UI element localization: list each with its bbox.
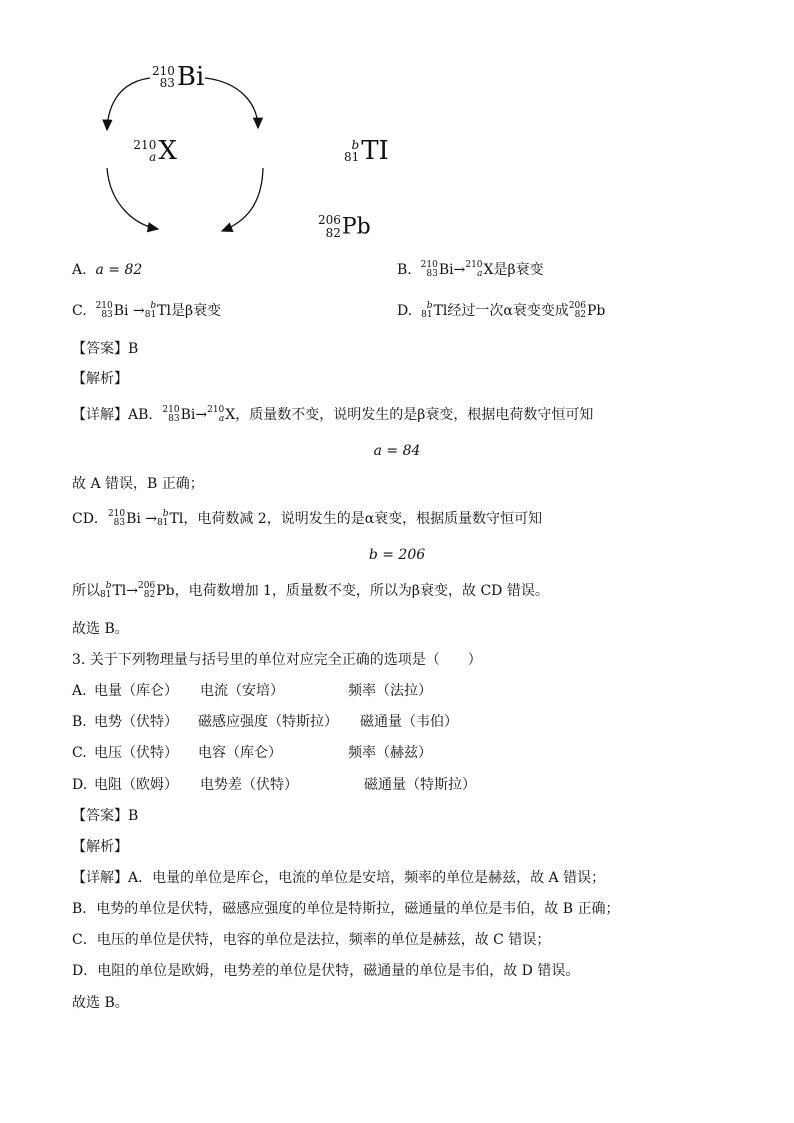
decay-arrows <box>0 0 320 250</box>
option-b-text: X是β衰变 <box>483 262 544 278</box>
pb-mass: 206 <box>317 213 341 227</box>
option-d-end: Pb <box>587 303 606 319</box>
d1-x-charge: a <box>218 414 225 424</box>
cd-prefix: CD． <box>72 511 108 527</box>
detail-1-rest: X，质量数不变，说明发生的是β衰变，根据电荷数守恒可知 <box>225 407 594 423</box>
line-a-wrong: 故 A 错误，B 正确； <box>72 476 204 492</box>
pb-symbol: Pb <box>341 214 371 240</box>
line-so <box>72 582 549 600</box>
d1-bi-mass: 210 <box>162 405 180 415</box>
option-d-label: D. <box>397 303 413 319</box>
cd-bi: Bi → <box>126 511 158 527</box>
tl-charge: 81 <box>343 150 360 164</box>
nuclide-pb <box>318 214 371 240</box>
arrow-bi-to-x <box>107 78 150 130</box>
option-a-text: a = 82 <box>95 262 143 278</box>
option-b-label: B. <box>397 262 412 278</box>
so-pb-mass: 206 <box>138 581 156 591</box>
tl-mass: b <box>351 138 360 152</box>
q3-b-label: B. <box>72 714 87 730</box>
x-mass: 210 <box>133 138 157 152</box>
opt-b-x-charge: a <box>477 269 483 279</box>
nuclide-x <box>133 136 176 166</box>
so-prefix: 所以 <box>72 583 100 599</box>
q3-b-c2: 磁感应强度（特斯拉） <box>198 714 338 730</box>
decay-diagram <box>0 0 794 240</box>
x-symbol: X <box>158 136 177 166</box>
option-a <box>72 261 142 279</box>
equation-a: a = 84 <box>373 443 421 459</box>
tl-symbol: TI <box>361 136 389 166</box>
so-rest: Pb，电荷数增加 1，质量数不变，所以为β衰变，故 CD 错误。 <box>156 583 549 599</box>
opt-b-bi-mass: 210 <box>420 260 438 270</box>
q3-row-c <box>72 744 772 762</box>
equation-b: b = 206 <box>368 547 426 563</box>
opt-b-x-mass: 210 <box>465 260 483 270</box>
option-b-mid: Bi→ <box>438 262 466 278</box>
q3-row-b <box>72 713 772 731</box>
analysis-1: 【解析】 <box>72 371 128 387</box>
x-charge: a <box>149 150 157 164</box>
nuclide-bi <box>152 62 204 92</box>
q3-a-c1: 电量（库仑） <box>94 683 178 699</box>
q3-b-c1: 电势（伏特） <box>94 714 178 730</box>
so-tl: Tl→ <box>112 583 138 599</box>
q3-a-c3: 频率（法拉） <box>348 683 432 699</box>
q3-answer: 【答案】B <box>72 808 139 824</box>
q3-d-c2: 电势差（伏特） <box>200 777 298 793</box>
arrow-bi-to-tl <box>205 78 258 128</box>
q3-analysis: 【解析】 <box>72 839 128 855</box>
detail-1-prefix: 【详解】AB． <box>72 407 163 423</box>
cd-bi-charge: 83 <box>113 518 126 528</box>
so-pb-charge: 82 <box>143 590 156 600</box>
option-c-text: Tl是β衰变 <box>157 303 222 319</box>
q3-a-label: A. <box>72 683 87 699</box>
q3-detail-d: D．电阻的单位是欧姆，电势差的单位是伏特，磁通量的单位是韦伯，故 D 错误。 <box>72 963 580 979</box>
q3-c-c1: 电压（伏特） <box>94 745 178 761</box>
q3-row-d <box>72 776 772 794</box>
q3-d-c1: 电阻（欧姆） <box>94 777 178 793</box>
q3-c-c2: 电容（库仑） <box>198 745 282 761</box>
d1-bi-charge: 83 <box>168 414 180 424</box>
q3-choose: 故选 B。 <box>72 995 129 1011</box>
opt-d-pb-charge: 82 <box>574 310 587 320</box>
bi-charge: 83 <box>159 76 175 90</box>
opt-d-tl-mass: b <box>426 301 433 311</box>
cd-bi-mass: 210 <box>107 509 126 519</box>
answer-1: 【答案】B <box>72 341 139 357</box>
opt-d-tl-charge: 81 <box>421 310 433 320</box>
q3-stem: 3. 关于下列物理量与括号里的单位对应完全正确的选项是（ ） <box>72 652 482 668</box>
detail-1 <box>72 406 593 424</box>
arrow-tl-to-pb <box>222 168 263 231</box>
q3-c-label: C. <box>72 745 87 761</box>
opt-d-pb-mass: 206 <box>568 301 587 311</box>
choose-1: 故选 B。 <box>72 621 129 637</box>
q3-detail-b: B．电势的单位是伏特，磁感应强度的单位是特斯拉，磁通量的单位是韦伯，故 B 正确； <box>72 901 620 917</box>
q3-row-a <box>72 682 772 700</box>
opt-c-bi-mass: 210 <box>95 301 113 311</box>
bi-symbol: Bi <box>176 62 205 92</box>
option-d <box>397 302 605 320</box>
opt-c-tl-charge: 81 <box>144 310 157 320</box>
cd-tl-mass: b <box>162 509 169 519</box>
so-tl-mass: b <box>105 581 112 591</box>
nuclide-tl <box>344 136 389 166</box>
opt-c-tl-mass: b <box>150 301 157 311</box>
arrow-x-to-pb <box>107 168 158 229</box>
q3-d-label: D. <box>72 777 88 793</box>
option-a-label: A. <box>72 262 87 278</box>
opt-c-bi-charge: 83 <box>101 310 113 320</box>
q3-detail-c: C．电压的单位是伏特，电容的单位是法拉，频率的单位是赫兹，故 C 错误； <box>72 932 551 948</box>
detail-cd <box>72 510 542 528</box>
q3-a-c2: 电流（安培） <box>200 683 284 699</box>
option-c-mid: Bi → <box>113 303 145 319</box>
q3-detail-a: 【详解】A．电量的单位是库仑，电流的单位是安培，频率的单位是赫兹，故 A 错误； <box>72 870 606 886</box>
bi-mass: 210 <box>152 64 175 78</box>
so-tl-charge: 81 <box>100 590 112 600</box>
q3-d-c3: 磁通量（特斯拉） <box>364 777 476 793</box>
d1-x-mass: 210 <box>207 405 225 415</box>
cd-tl-charge: 81 <box>157 518 169 528</box>
q3-c-c3: 频率（赫兹） <box>348 745 432 761</box>
option-d-mid: Tl经过一次α衰变变成 <box>433 303 569 319</box>
cd-rest: Tl，电荷数减 2，说明发生的是α衰变，根据质量数守恒可知 <box>169 511 543 527</box>
option-c-label: C. <box>72 303 87 319</box>
pb-charge: 82 <box>325 226 341 240</box>
opt-b-bi-charge: 83 <box>426 269 438 279</box>
q3-b-c3: 磁通量（韦伯） <box>360 714 458 730</box>
option-c <box>72 302 221 320</box>
detail-1-bi: Bi→ <box>180 407 208 423</box>
option-b <box>397 261 544 279</box>
